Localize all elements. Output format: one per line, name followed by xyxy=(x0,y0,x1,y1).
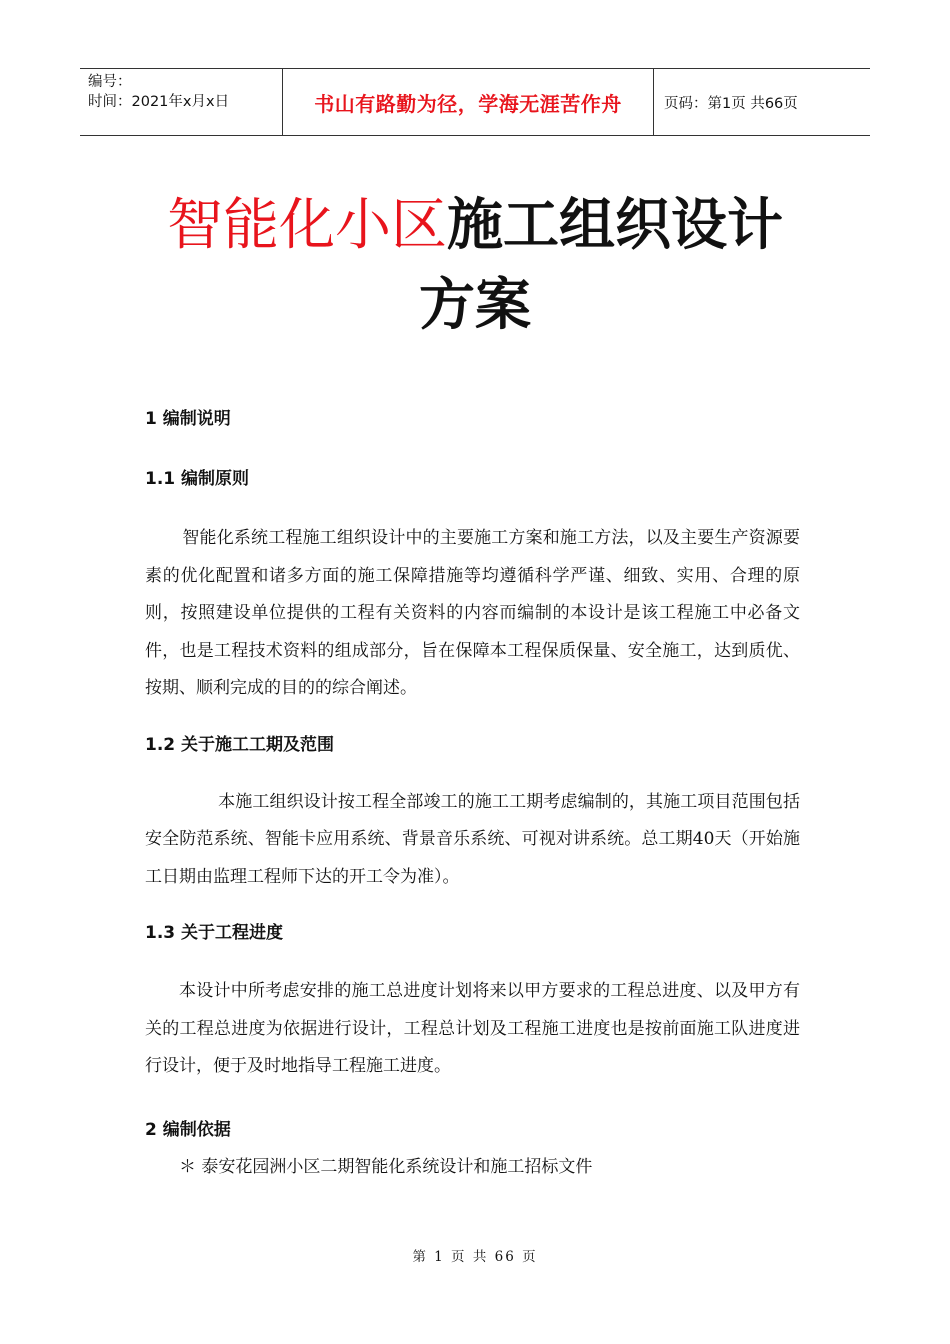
header-meta xyxy=(80,69,282,135)
title-black-part-1: 施工组织设计 xyxy=(447,193,783,258)
number-label: 编号： xyxy=(88,74,132,90)
time-label: 时间：2021年x月x日 xyxy=(88,94,230,110)
section-text-1-3: 本设计中所考虑安排的施工总进度计划将来以甲方要求的工程总进度、以及甲方有关的工程总进度为依据进行设计，工程总计划及工程施工进度也是按前面施工队进度进行设计，便于及时地指导工程施工进度。 xyxy=(145,981,800,1076)
title-line-1 xyxy=(0,186,950,266)
title-red-part: 智能化小区 xyxy=(167,193,447,258)
document-title xyxy=(0,186,950,346)
header-motto: 书山有路勤为径，学海无涯苦作舟 xyxy=(282,69,654,135)
section-heading-2: 2 编制依据 xyxy=(145,1119,231,1140)
section-heading-1-2: 1.2 关于施工工期及范围 xyxy=(145,734,335,755)
section-text-1-2: 本施工组织设计按工程全部竣工的施工工期考虑编制的，其施工项目范围包括安全防范系统、智能卡应用系统、背景音乐系统、可视对讲系统。总工期40天（开始施工日期由监理工程师下达的开工令为准）。 xyxy=(145,791,800,887)
section-2-list-item: ＊ 泰安花园洲小区二期智能化系统设计和施工招标文件 xyxy=(179,1156,593,1177)
page-footer: 第 1 页 共 66 页 xyxy=(412,1249,538,1265)
document-header xyxy=(80,68,870,136)
section-text-1-1: 智能化系统工程施工组织设计中的主要施工方案和施工方法，以及主要生产资源要素的优化配置和诸多方面的施工保障措施等均遵循科学严谨、细致、实用、合理的原则，按照建设单位提供的工程有关资料的内容而编制的本设计是该工程施工中必备文件，也是工程技术资料的组成部分，旨在保障本工程保质保量、安全施工，达到质优、按期、顺利完成的目的的综合阐述。 xyxy=(145,528,800,698)
title-line-2: 方案 xyxy=(419,273,531,338)
section-heading-1-3: 1.3 关于工程进度 xyxy=(145,923,284,943)
section-heading-1: 1 编制说明 xyxy=(145,409,231,429)
section-heading-1-1: 1.1 编制原则 xyxy=(145,469,250,489)
header-page-info: 页码：第1页 共66页 xyxy=(664,95,798,112)
document-body xyxy=(145,400,800,1186)
